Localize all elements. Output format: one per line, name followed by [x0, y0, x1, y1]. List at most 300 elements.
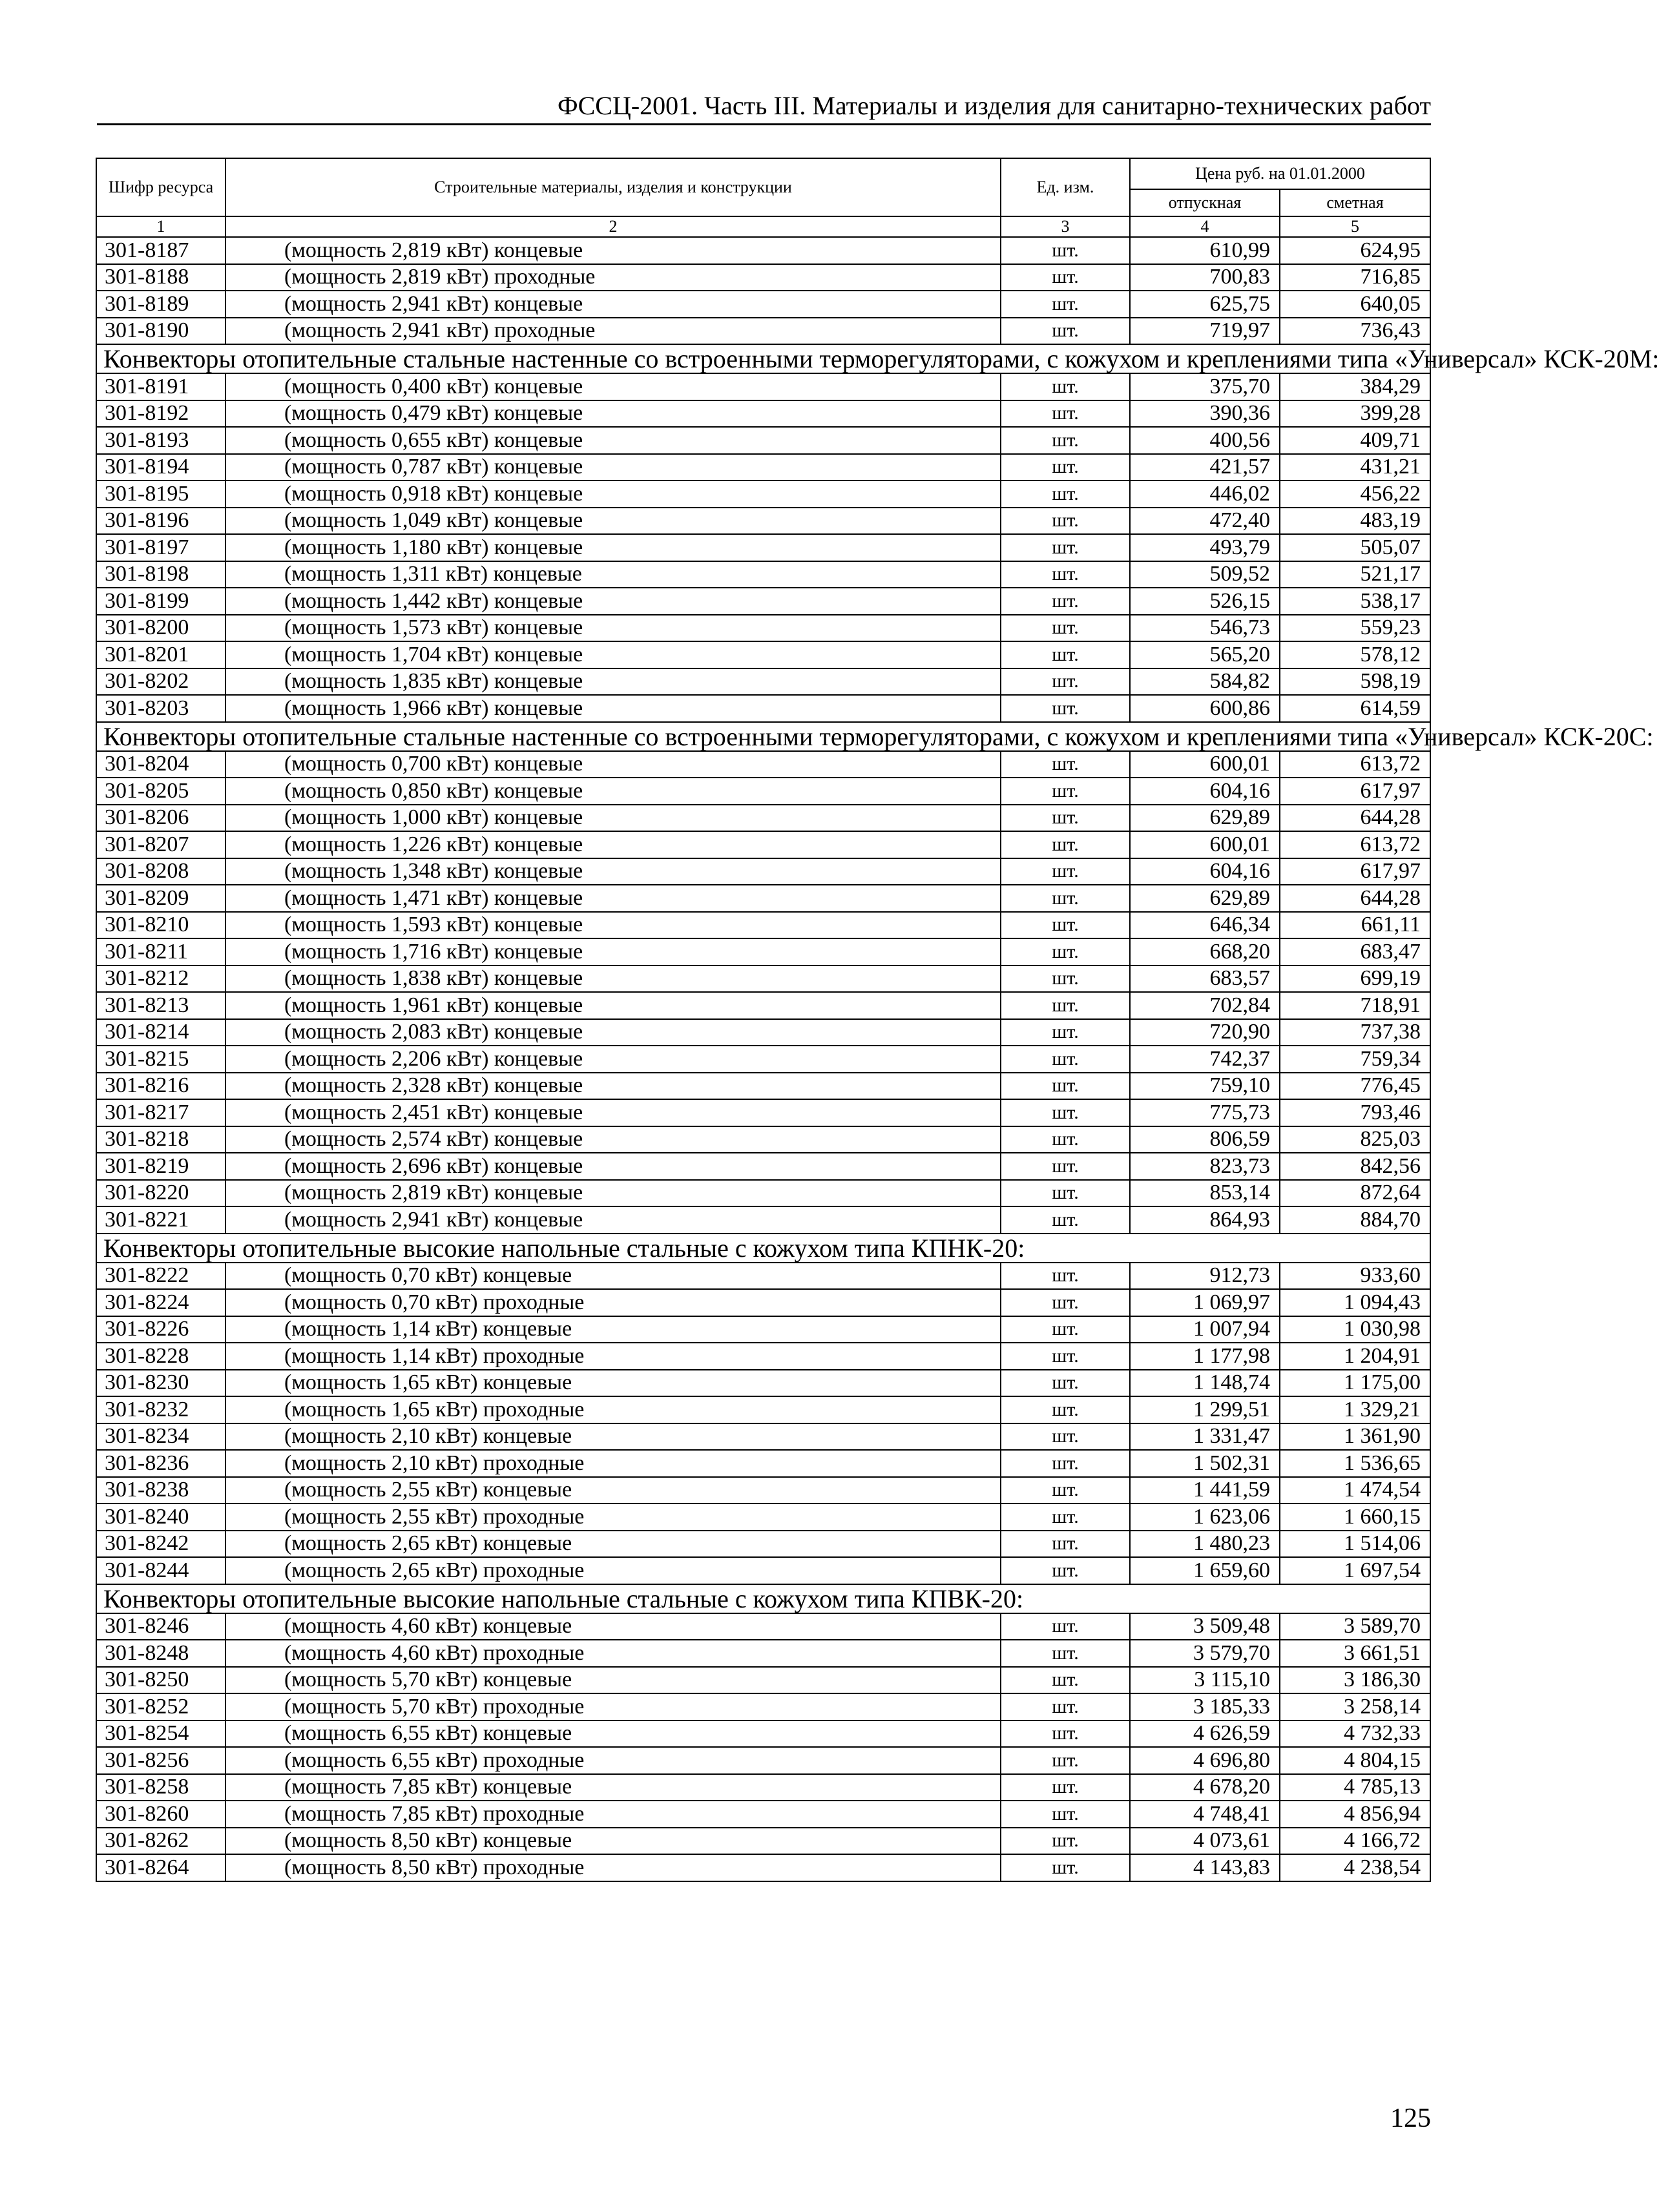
- table-row: [96, 1289, 1430, 1316]
- unit-cell: шт.: [1001, 858, 1130, 885]
- unit-cell: шт.: [1001, 992, 1130, 1019]
- item-name-cell: (мощность 1,704 кВт) концевые: [225, 641, 1001, 668]
- estimate-price-cell: 521,17: [1280, 561, 1430, 588]
- estimate-price-cell: 1 361,90: [1280, 1423, 1430, 1451]
- table-row: [96, 264, 1430, 291]
- estimate-price-cell: 661,11: [1280, 912, 1430, 939]
- estimate-price-cell: 456,22: [1280, 481, 1430, 508]
- wholesale-price-cell: 390,36: [1130, 400, 1280, 428]
- unit-cell: шт.: [1001, 427, 1130, 454]
- section-header-row: [96, 722, 1430, 751]
- wholesale-price-cell: 864,93: [1130, 1206, 1280, 1234]
- running-header: ФССЦ-2001. Часть III. Материалы и изделия для санитарно-технических работ: [558, 91, 1431, 120]
- resource-code-cell: 301-8211: [96, 938, 225, 966]
- table-row: [96, 1828, 1430, 1855]
- resource-code-cell: 301-8258: [96, 1774, 225, 1801]
- resource-code-cell: 301-8193: [96, 427, 225, 454]
- estimate-price-cell: 793,46: [1280, 1099, 1430, 1126]
- item-name-cell: (мощность 2,083 кВт) концевые: [225, 1019, 1001, 1046]
- unit-cell: шт.: [1001, 1289, 1130, 1316]
- resource-code-cell: 301-8264: [96, 1854, 225, 1881]
- estimate-price-cell: 1 030,98: [1280, 1316, 1430, 1343]
- unit-cell: шт.: [1001, 1316, 1130, 1343]
- resource-code-cell: 301-8236: [96, 1450, 225, 1477]
- unit-cell: шт.: [1001, 1557, 1130, 1584]
- resource-code-cell: 301-8208: [96, 858, 225, 885]
- wholesale-price-cell: 4 143,83: [1130, 1854, 1280, 1881]
- estimate-price-cell: 699,19: [1280, 966, 1430, 993]
- wholesale-price-cell: 446,02: [1130, 481, 1280, 508]
- resource-code-cell: 301-8218: [96, 1126, 225, 1153]
- page-number: 125: [1390, 2103, 1431, 2133]
- resource-code-cell: 301-8197: [96, 534, 225, 561]
- wholesale-price-cell: 565,20: [1130, 641, 1280, 668]
- resource-code-cell: 301-8205: [96, 778, 225, 805]
- section-title: Конвекторы отопительные высокие напольные стальные с кожухом типа КПНК-20:: [96, 1234, 1430, 1263]
- wholesale-price-cell: 823,73: [1130, 1153, 1280, 1180]
- wholesale-price-cell: 526,15: [1130, 588, 1280, 615]
- unit-cell: шт.: [1001, 373, 1130, 400]
- wholesale-price-cell: 604,16: [1130, 858, 1280, 885]
- wholesale-price-cell: 584,82: [1130, 668, 1280, 696]
- resource-code-cell: 301-8203: [96, 695, 225, 722]
- wholesale-price-cell: 1 441,59: [1130, 1477, 1280, 1504]
- resource-code-cell: 301-8254: [96, 1721, 225, 1748]
- wholesale-price-cell: 775,73: [1130, 1099, 1280, 1126]
- wholesale-price-cell: 604,16: [1130, 778, 1280, 805]
- unit-cell: шт.: [1001, 1263, 1130, 1290]
- estimate-price-cell: 1 514,06: [1280, 1531, 1430, 1558]
- estimate-price-cell: 644,28: [1280, 885, 1430, 912]
- unit-cell: шт.: [1001, 588, 1130, 615]
- wholesale-price-cell: 610,99: [1130, 237, 1280, 264]
- estimate-price-cell: 1 660,15: [1280, 1504, 1430, 1531]
- resource-code-cell: 301-8248: [96, 1640, 225, 1667]
- item-name-cell: (мощность 2,819 кВт) концевые: [225, 1180, 1001, 1207]
- resource-code-cell: 301-8217: [96, 1099, 225, 1126]
- unit-cell: шт.: [1001, 1828, 1130, 1855]
- resource-code-cell: 301-8242: [96, 1531, 225, 1558]
- table-row: [96, 1531, 1430, 1558]
- resource-code-cell: 301-8204: [96, 751, 225, 778]
- item-name-cell: (мощность 8,50 кВт) проходные: [225, 1854, 1001, 1881]
- unit-cell: шт.: [1001, 1693, 1130, 1721]
- table-row: [96, 1504, 1430, 1531]
- wholesale-price-cell: 912,73: [1130, 1263, 1280, 1290]
- table-row: [96, 1396, 1430, 1423]
- resource-code-cell: 301-8202: [96, 668, 225, 696]
- resource-code-cell: 301-8244: [96, 1557, 225, 1584]
- wholesale-price-cell: 421,57: [1130, 454, 1280, 481]
- estimate-price-cell: 409,71: [1280, 427, 1430, 454]
- item-name-cell: (мощность 1,65 кВт) проходные: [225, 1396, 1001, 1423]
- resource-code-cell: 301-8212: [96, 966, 225, 993]
- unit-cell: шт.: [1001, 885, 1130, 912]
- resource-code-cell: 301-8252: [96, 1693, 225, 1721]
- section-header-row: [96, 1234, 1430, 1263]
- resource-code-cell: 301-8192: [96, 400, 225, 428]
- unit-cell: шт.: [1001, 1854, 1130, 1881]
- unit-cell: шт.: [1001, 1477, 1130, 1504]
- unit-cell: шт.: [1001, 938, 1130, 966]
- estimate-price-cell: 737,38: [1280, 1019, 1430, 1046]
- header-materials: Строительные материалы, изделия и конструкции: [225, 158, 1001, 216]
- unit-cell: шт.: [1001, 1019, 1130, 1046]
- estimate-price-cell: 617,97: [1280, 858, 1430, 885]
- wholesale-price-cell: 1 331,47: [1130, 1423, 1280, 1451]
- wholesale-price-cell: 472,40: [1130, 508, 1280, 535]
- item-name-cell: (мощность 0,787 кВт) концевые: [225, 454, 1001, 481]
- unit-cell: шт.: [1001, 1046, 1130, 1073]
- estimate-price-cell: 4 732,33: [1280, 1721, 1430, 1748]
- estimate-price-cell: 4 804,15: [1280, 1747, 1430, 1774]
- resource-code-cell: 301-8232: [96, 1396, 225, 1423]
- table-row: [96, 1423, 1430, 1451]
- unit-cell: шт.: [1001, 1640, 1130, 1667]
- table-row: [96, 1073, 1430, 1100]
- wholesale-price-cell: 4 626,59: [1130, 1721, 1280, 1748]
- estimate-price-cell: 3 186,30: [1280, 1667, 1430, 1694]
- header-code: Шифр ресурса: [96, 158, 225, 216]
- resource-code-cell: 301-8207: [96, 831, 225, 858]
- column-number: 4: [1130, 216, 1280, 237]
- item-name-cell: (мощность 7,85 кВт) концевые: [225, 1774, 1001, 1801]
- section-header-row: [96, 344, 1430, 373]
- table-row: [96, 588, 1430, 615]
- estimate-price-cell: 559,23: [1280, 615, 1430, 642]
- item-name-cell: (мощность 2,819 кВт) проходные: [225, 264, 1001, 291]
- item-name-cell: (мощность 1,838 кВт) концевые: [225, 966, 1001, 993]
- unit-cell: шт.: [1001, 1206, 1130, 1234]
- item-name-cell: (мощность 0,700 кВт) концевые: [225, 751, 1001, 778]
- item-name-cell: (мощность 6,55 кВт) концевые: [225, 1721, 1001, 1748]
- wholesale-price-cell: 629,89: [1130, 885, 1280, 912]
- resource-code-cell: 301-8226: [96, 1316, 225, 1343]
- estimate-price-cell: 483,19: [1280, 508, 1430, 535]
- table-row: [96, 615, 1430, 642]
- resource-code-cell: 301-8250: [96, 1667, 225, 1694]
- table-row: [96, 427, 1430, 454]
- unit-cell: шт.: [1001, 641, 1130, 668]
- section-title: Конвекторы отопительные стальные настенные со встроенными терморегуляторами, с кожухом и креплениями типа «Универсал» КСК-20М:: [96, 344, 1430, 373]
- unit-cell: шт.: [1001, 1450, 1130, 1477]
- table-row: [96, 1343, 1430, 1370]
- table-row: [96, 1640, 1430, 1667]
- resource-code-cell: 301-8246: [96, 1613, 225, 1640]
- table-row: [96, 1099, 1430, 1126]
- item-name-cell: (мощность 1,471 кВт) концевые: [225, 885, 1001, 912]
- item-name-cell: (мощность 2,696 кВт) концевые: [225, 1153, 1001, 1180]
- table-row: [96, 1370, 1430, 1397]
- resource-code-cell: 301-8216: [96, 1073, 225, 1100]
- table-row: [96, 858, 1430, 885]
- item-name-cell: (мощность 1,226 кВт) концевые: [225, 831, 1001, 858]
- resource-code-cell: 301-8188: [96, 264, 225, 291]
- item-name-cell: (мощность 1,593 кВт) концевые: [225, 912, 1001, 939]
- item-name-cell: (мощность 1,961 кВт) концевые: [225, 992, 1001, 1019]
- header-estimate: сметная: [1280, 189, 1430, 216]
- wholesale-price-cell: 546,73: [1130, 615, 1280, 642]
- estimate-price-cell: 431,21: [1280, 454, 1430, 481]
- item-name-cell: (мощность 2,451 кВт) концевые: [225, 1099, 1001, 1126]
- header-rule: [97, 123, 1431, 125]
- unit-cell: шт.: [1001, 291, 1130, 318]
- table-row: [96, 1477, 1430, 1504]
- unit-cell: шт.: [1001, 1801, 1130, 1828]
- table-row: [96, 1801, 1430, 1828]
- item-name-cell: (мощность 2,55 кВт) концевые: [225, 1477, 1001, 1504]
- table-row: [96, 912, 1430, 939]
- table-row: [96, 966, 1430, 993]
- item-name-cell: (мощность 1,049 кВт) концевые: [225, 508, 1001, 535]
- estimate-price-cell: 4 785,13: [1280, 1774, 1430, 1801]
- wholesale-price-cell: 1 659,60: [1130, 1557, 1280, 1584]
- wholesale-price-cell: 509,52: [1130, 561, 1280, 588]
- resource-code-cell: 301-8256: [96, 1747, 225, 1774]
- item-name-cell: (мощность 5,70 кВт) проходные: [225, 1693, 1001, 1721]
- item-name-cell: (мощность 4,60 кВт) проходные: [225, 1640, 1001, 1667]
- wholesale-price-cell: 1 069,97: [1130, 1289, 1280, 1316]
- section-title: Конвекторы отопительные высокие напольные стальные с кожухом типа КПВК-20:: [96, 1584, 1430, 1613]
- estimate-price-cell: 614,59: [1280, 695, 1430, 722]
- table-row: [96, 1747, 1430, 1774]
- unit-cell: шт.: [1001, 561, 1130, 588]
- estimate-price-cell: 1 175,00: [1280, 1370, 1430, 1397]
- estimate-price-cell: 825,03: [1280, 1126, 1430, 1153]
- estimate-price-cell: 872,64: [1280, 1180, 1430, 1207]
- table-row: [96, 1854, 1430, 1881]
- estimate-price-cell: 776,45: [1280, 1073, 1430, 1100]
- resource-code-cell: 301-8210: [96, 912, 225, 939]
- unit-cell: шт.: [1001, 264, 1130, 291]
- wholesale-price-cell: 600,86: [1130, 695, 1280, 722]
- resource-code-cell: 301-8189: [96, 291, 225, 318]
- table-row: [96, 992, 1430, 1019]
- table-row: [96, 1019, 1430, 1046]
- estimate-price-cell: 842,56: [1280, 1153, 1430, 1180]
- item-name-cell: (мощность 1,65 кВт) концевые: [225, 1370, 1001, 1397]
- unit-cell: шт.: [1001, 534, 1130, 561]
- unit-cell: шт.: [1001, 1747, 1130, 1774]
- resource-code-cell: 301-8209: [96, 885, 225, 912]
- item-name-cell: (мощность 1,716 кВт) концевые: [225, 938, 1001, 966]
- table-row: [96, 778, 1430, 805]
- wholesale-price-cell: 600,01: [1130, 831, 1280, 858]
- resource-code-cell: 301-8224: [96, 1289, 225, 1316]
- wholesale-price-cell: 493,79: [1130, 534, 1280, 561]
- table-row: [96, 373, 1430, 400]
- estimate-price-cell: 933,60: [1280, 1263, 1430, 1290]
- wholesale-price-cell: 1 480,23: [1130, 1531, 1280, 1558]
- wholesale-price-cell: 683,57: [1130, 966, 1280, 993]
- unit-cell: шт.: [1001, 1667, 1130, 1694]
- unit-cell: шт.: [1001, 1153, 1130, 1180]
- estimate-price-cell: 736,43: [1280, 318, 1430, 345]
- estimate-price-cell: 538,17: [1280, 588, 1430, 615]
- table-row: [96, 237, 1430, 264]
- wholesale-price-cell: 806,59: [1130, 1126, 1280, 1153]
- wholesale-price-cell: 646,34: [1130, 912, 1280, 939]
- table-row: [96, 1667, 1430, 1694]
- wholesale-price-cell: 4 748,41: [1130, 1801, 1280, 1828]
- table-row: [96, 1721, 1430, 1748]
- item-name-cell: (мощность 1,573 кВт) концевые: [225, 615, 1001, 642]
- item-name-cell: (мощность 0,70 кВт) проходные: [225, 1289, 1001, 1316]
- header-price: Цена руб. на 01.01.2000: [1130, 158, 1430, 189]
- estimate-price-cell: 1 094,43: [1280, 1289, 1430, 1316]
- wholesale-price-cell: 3 115,10: [1130, 1667, 1280, 1694]
- estimate-price-cell: 613,72: [1280, 751, 1430, 778]
- table-row: [96, 831, 1430, 858]
- wholesale-price-cell: 702,84: [1130, 992, 1280, 1019]
- resource-code-cell: 301-8222: [96, 1263, 225, 1290]
- wholesale-price-cell: 720,90: [1130, 1019, 1280, 1046]
- resource-code-cell: 301-8240: [96, 1504, 225, 1531]
- resource-code-cell: 301-8206: [96, 805, 225, 832]
- item-name-cell: (мощность 2,65 кВт) концевые: [225, 1531, 1001, 1558]
- wholesale-price-cell: 1 623,06: [1130, 1504, 1280, 1531]
- table-row: [96, 695, 1430, 722]
- column-number: 5: [1280, 216, 1430, 237]
- item-name-cell: (мощность 8,50 кВт) концевые: [225, 1828, 1001, 1855]
- item-name-cell: (мощность 2,941 кВт) концевые: [225, 291, 1001, 318]
- unit-cell: шт.: [1001, 481, 1130, 508]
- unit-cell: шт.: [1001, 1531, 1130, 1558]
- unit-cell: шт.: [1001, 454, 1130, 481]
- estimate-price-cell: 640,05: [1280, 291, 1430, 318]
- wholesale-price-cell: 1 177,98: [1130, 1343, 1280, 1370]
- wholesale-price-cell: 700,83: [1130, 264, 1280, 291]
- estimate-price-cell: 598,19: [1280, 668, 1430, 696]
- resource-code-cell: 301-8260: [96, 1801, 225, 1828]
- unit-cell: шт.: [1001, 751, 1130, 778]
- unit-cell: шт.: [1001, 1126, 1130, 1153]
- estimate-price-cell: 384,29: [1280, 373, 1430, 400]
- table-row: [96, 1693, 1430, 1721]
- resource-code-cell: 301-8238: [96, 1477, 225, 1504]
- table-row: [96, 1613, 1430, 1640]
- table-row: [96, 508, 1430, 535]
- unit-cell: шт.: [1001, 668, 1130, 696]
- unit-cell: шт.: [1001, 695, 1130, 722]
- estimate-price-cell: 716,85: [1280, 264, 1430, 291]
- wholesale-price-cell: 1 007,94: [1130, 1316, 1280, 1343]
- wholesale-price-cell: 668,20: [1130, 938, 1280, 966]
- resource-code-cell: 301-8187: [96, 237, 225, 264]
- wholesale-price-cell: 3 185,33: [1130, 1693, 1280, 1721]
- wholesale-price-cell: 629,89: [1130, 805, 1280, 832]
- estimate-price-cell: 3 661,51: [1280, 1640, 1430, 1667]
- wholesale-price-cell: 3 579,70: [1130, 1640, 1280, 1667]
- wholesale-price-cell: 4 696,80: [1130, 1747, 1280, 1774]
- unit-cell: шт.: [1001, 1504, 1130, 1531]
- estimate-price-cell: 617,97: [1280, 778, 1430, 805]
- wholesale-price-cell: 719,97: [1130, 318, 1280, 345]
- estimate-price-cell: 1 329,21: [1280, 1396, 1430, 1423]
- estimate-price-cell: 613,72: [1280, 831, 1430, 858]
- header-unit: Ед. изм.: [1001, 158, 1130, 216]
- wholesale-price-cell: 4 678,20: [1130, 1774, 1280, 1801]
- estimate-price-cell: 3 589,70: [1280, 1613, 1430, 1640]
- unit-cell: шт.: [1001, 1343, 1130, 1370]
- item-name-cell: (мощность 2,941 кВт) концевые: [225, 1206, 1001, 1234]
- table-row: [96, 1153, 1430, 1180]
- item-name-cell: (мощность 1,966 кВт) концевые: [225, 695, 1001, 722]
- resource-code-cell: 301-8220: [96, 1180, 225, 1207]
- wholesale-price-cell: 1 299,51: [1130, 1396, 1280, 1423]
- resource-code-cell: 301-8219: [96, 1153, 225, 1180]
- estimate-price-cell: 4 856,94: [1280, 1801, 1430, 1828]
- item-name-cell: (мощность 0,400 кВт) концевые: [225, 373, 1001, 400]
- table-row: [96, 885, 1430, 912]
- section-header-row: [96, 1584, 1430, 1613]
- unit-cell: шт.: [1001, 1721, 1130, 1748]
- item-name-cell: (мощность 2,941 кВт) проходные: [225, 318, 1001, 345]
- wholesale-price-cell: 1 148,74: [1130, 1370, 1280, 1397]
- item-name-cell: (мощность 2,10 кВт) проходные: [225, 1450, 1001, 1477]
- unit-cell: шт.: [1001, 831, 1130, 858]
- estimate-price-cell: 718,91: [1280, 992, 1430, 1019]
- item-name-cell: (мощность 1,348 кВт) концевые: [225, 858, 1001, 885]
- table-row: [96, 400, 1430, 428]
- item-name-cell: (мощность 2,819 кВт) концевые: [225, 237, 1001, 264]
- resource-code-cell: 301-8230: [96, 1370, 225, 1397]
- table-row: [96, 1774, 1430, 1801]
- resource-code-cell: 301-8191: [96, 373, 225, 400]
- item-name-cell: (мощность 0,850 кВт) концевые: [225, 778, 1001, 805]
- item-name-cell: (мощность 1,835 кВт) концевые: [225, 668, 1001, 696]
- resource-code-cell: 301-8213: [96, 992, 225, 1019]
- estimate-price-cell: 683,47: [1280, 938, 1430, 966]
- item-name-cell: (мощность 1,442 кВт) концевые: [225, 588, 1001, 615]
- estimate-price-cell: 759,34: [1280, 1046, 1430, 1073]
- unit-cell: шт.: [1001, 1613, 1130, 1640]
- column-number: 2: [225, 216, 1001, 237]
- table-row: [96, 1263, 1430, 1290]
- unit-cell: шт.: [1001, 1073, 1130, 1100]
- unit-cell: шт.: [1001, 912, 1130, 939]
- table-row: [96, 481, 1430, 508]
- wholesale-price-cell: 853,14: [1130, 1180, 1280, 1207]
- item-name-cell: (мощность 5,70 кВт) концевые: [225, 1667, 1001, 1694]
- resource-code-cell: 301-8198: [96, 561, 225, 588]
- unit-cell: шт.: [1001, 1423, 1130, 1451]
- table-row: [96, 751, 1430, 778]
- item-name-cell: (мощность 1,14 кВт) концевые: [225, 1316, 1001, 1343]
- item-name-cell: (мощность 1,311 кВт) концевые: [225, 561, 1001, 588]
- table-row: [96, 1180, 1430, 1207]
- resource-code-cell: 301-8195: [96, 481, 225, 508]
- table-row: [96, 318, 1430, 345]
- item-name-cell: (мощность 0,918 кВт) концевые: [225, 481, 1001, 508]
- item-name-cell: (мощность 2,55 кВт) проходные: [225, 1504, 1001, 1531]
- item-name-cell: (мощность 2,65 кВт) проходные: [225, 1557, 1001, 1584]
- unit-cell: шт.: [1001, 318, 1130, 345]
- item-name-cell: (мощность 6,55 кВт) проходные: [225, 1747, 1001, 1774]
- table-row: [96, 454, 1430, 481]
- table-row: [96, 1316, 1430, 1343]
- item-name-cell: (мощность 0,479 кВт) концевые: [225, 400, 1001, 428]
- unit-cell: шт.: [1001, 1099, 1130, 1126]
- table-row: [96, 668, 1430, 696]
- item-name-cell: (мощность 4,60 кВт) концевые: [225, 1613, 1001, 1640]
- estimate-price-cell: 1 204,91: [1280, 1343, 1430, 1370]
- item-name-cell: (мощность 1,180 кВт) концевые: [225, 534, 1001, 561]
- estimate-price-cell: 399,28: [1280, 400, 1430, 428]
- resource-code-cell: 301-8194: [96, 454, 225, 481]
- section-title: Конвекторы отопительные стальные настенные со встроенными терморегуляторами, с кожухом и креплениями типа «Универсал» КСК-20С:: [96, 722, 1430, 751]
- wholesale-price-cell: 759,10: [1130, 1073, 1280, 1100]
